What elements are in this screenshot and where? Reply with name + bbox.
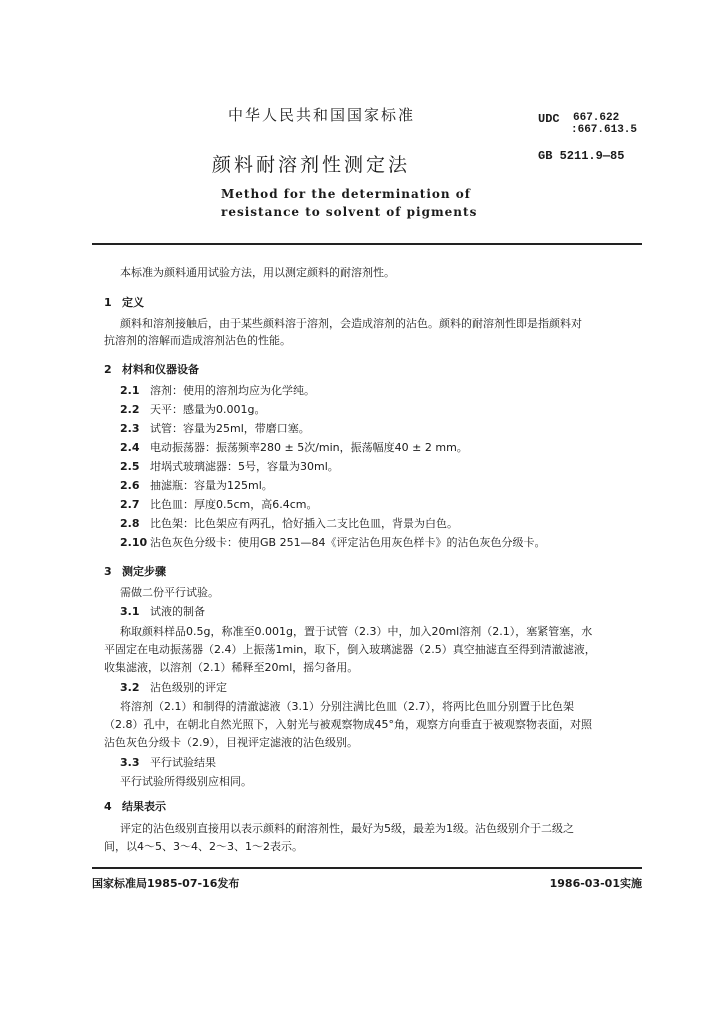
national-standard-heading: 中华人民共和国国家标准: [228, 106, 416, 124]
item-number: 2.7: [120, 498, 140, 511]
subsection-3-2-text-line3: 沾色灰色分级卡（2.9），目视评定滤液的沾色级别。: [104, 736, 358, 749]
list-item: [120, 479, 273, 493]
section-3-intro: 需做二份平行试验。: [120, 586, 219, 599]
item-text: 电动振荡器：振荡频率280 ± 5次/min，振荡幅度40 ± 2 mm。: [150, 441, 468, 454]
document-title-english-line1: Method for the determination of: [221, 187, 471, 201]
list-item: [120, 498, 318, 512]
item-number: 2.6: [120, 479, 140, 492]
footer-divider: [92, 867, 642, 869]
section-1-heading: [104, 294, 144, 310]
subsection-3-2-text-line2: （2.8）孔中，在朝北自然光照下，入射光与被观察物成45°角，观察方向垂直于被观察物表面，对照: [104, 718, 592, 731]
item-text: 溶剂：使用的溶剂均应为化学纯。: [150, 384, 315, 397]
subsection-title: 沾色级别的评定: [150, 681, 227, 694]
section-1-text-line2: 抗溶剂的溶解而造成溶剂沾色的性能。: [104, 334, 291, 347]
list-item: [120, 460, 339, 474]
subsection-title: 平行试验结果: [150, 756, 216, 769]
list-item: [120, 384, 315, 398]
subsection-3-3-text: 平行试验所得级别应相同。: [120, 775, 252, 788]
subsection-3-2-heading: [120, 681, 227, 695]
item-number: 2.3: [120, 422, 140, 435]
item-text: 试管：容量为25ml，带磨口塞。: [150, 422, 310, 435]
section-title: 测定步骤: [122, 565, 166, 578]
subsection-number: 3.2: [120, 681, 140, 694]
item-number: 2.10: [120, 536, 148, 549]
item-number: 2.5: [120, 460, 140, 473]
udc-label: UDC: [538, 112, 560, 126]
subsection-number: 3.1: [120, 605, 140, 618]
section-title: 材料和仪器设备: [122, 363, 199, 376]
section-1-text-line1: 颜料和溶剂接触后，由于某些颜料溶于溶剂，会造成溶剂的沾色。颜料的耐溶剂性即是指颜料对: [120, 317, 582, 330]
list-item: [120, 517, 458, 531]
subsection-3-3-heading: [120, 756, 216, 770]
section-number: 2: [104, 363, 112, 376]
subsection-3-1-text-line3: 收集滤液，以溶剂（2.1）稀释至20ml，摇匀备用。: [104, 661, 359, 674]
item-number: 2.2: [120, 403, 140, 416]
intro-paragraph: 本标准为颜料通用试验方法，用以测定颜料的耐溶剂性。: [120, 266, 395, 279]
section-4-text-line1: 评定的沾色级别直接用以表示颜料的耐溶剂性，最好为5级，最差为1级。沾色级别介于二级之: [120, 822, 574, 835]
item-number: 2.8: [120, 517, 140, 530]
item-text: 比色架：比色架应有两孔，恰好插入二支比色皿，背景为白色。: [150, 517, 458, 530]
subsection-3-1-text-line2: 平固定在电动振荡器（2.4）上振荡1min，取下，倒入玻璃滤器（2.5）真空抽滤直至得到清澈滤液，: [104, 643, 596, 656]
subsection-3-1-text-line1: 称取颜料样品0.5g，称准至0.001g，置于试管（2.3）中，加入20ml溶剂（2.1），塞紧管塞，水: [120, 625, 593, 638]
section-2-heading: [104, 361, 199, 377]
subsection-3-1-heading: [120, 605, 205, 619]
item-text: 抽滤瓶：容量为125ml。: [150, 479, 273, 492]
list-item: [120, 536, 546, 550]
effective-date: 1986-03-01实施: [549, 877, 642, 890]
subsection-3-2-text-line1: 将溶剂（2.1）和制得的清澈滤液（3.1）分别注满比色皿（2.7），将两比色皿分别置于比色架: [120, 700, 574, 713]
section-3-heading: [104, 563, 166, 579]
document-title-chinese: 颜料耐溶剂性测定法: [212, 154, 411, 176]
gb-standard-code: GB 5211.9—85: [538, 149, 625, 163]
udc-code-line1: 667.622: [573, 112, 620, 124]
item-number: 2.1: [120, 384, 140, 397]
list-item: [120, 403, 265, 417]
document-title-english-line2: resistance to solvent of pigments: [221, 205, 478, 219]
list-item: [120, 441, 468, 455]
section-4-text-line2: 间，以4～5、3～4、2～3、1～2表示。: [104, 840, 303, 853]
section-number: 1: [104, 296, 112, 309]
item-number: 2.4: [120, 441, 140, 454]
issue-date: 国家标准局1985-07-16发布: [92, 877, 240, 890]
section-title: 结果表示: [122, 800, 166, 813]
item-text: 天平：感量为0.001g。: [150, 403, 266, 416]
header-divider: [92, 243, 642, 245]
item-text: 沾色灰色分级卡：使用GB 251—84《评定沾色用灰色样卡》的沾色灰色分级卡。: [150, 536, 546, 549]
list-item: [120, 422, 310, 436]
section-title: 定义: [122, 296, 144, 309]
section-4-heading: [104, 798, 166, 814]
item-text: 比色皿：厚度0.5cm，高6.4cm。: [150, 498, 318, 511]
section-number: 3: [104, 565, 112, 578]
section-number: 4: [104, 800, 112, 813]
udc-code-line2: :667.613.5: [571, 124, 638, 136]
subsection-title: 试液的制备: [150, 605, 205, 618]
subsection-number: 3.3: [120, 756, 140, 769]
item-text: 坩埚式玻璃滤器：5号，容量为30ml。: [150, 460, 339, 473]
